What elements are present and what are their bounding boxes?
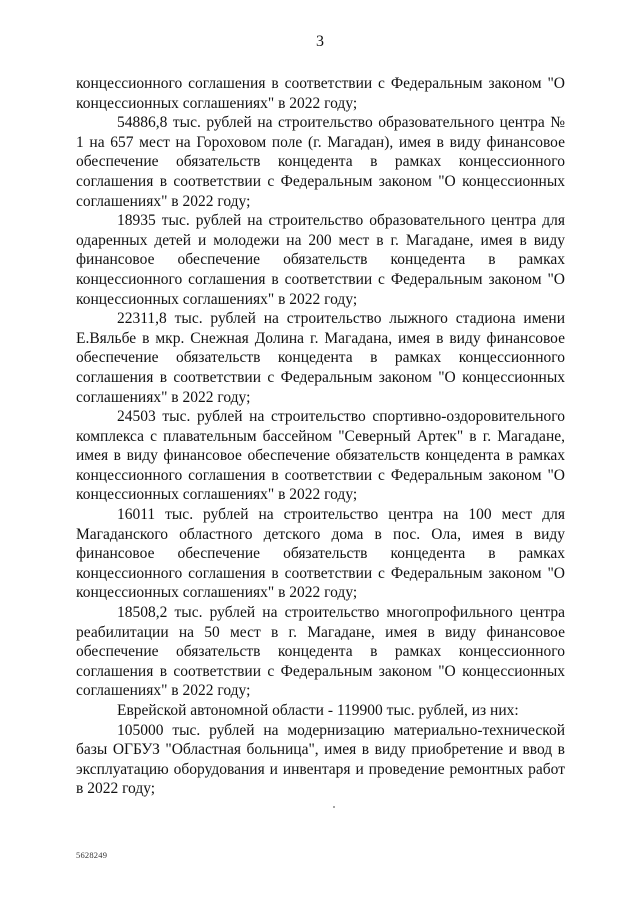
paragraph-gifted-children-center: 18935 тыс. рублей на строительство образовательного центра для одаренных детей и молодежи на 200 мест в г. Магадане, имея в виду финансовое обеспечение обязательств концедента в рамках концессионного соглашения в соответствии с Федеральным законом "О концессионных соглашениях" в 2022 году;: [76, 212, 565, 308]
document-code: 5628249: [76, 850, 108, 860]
page-number: 3: [316, 33, 324, 50]
paragraph-childrens-home-center: 16011 тыс. рублей на строительство центра на 100 мест для Магаданского областного детского дома в пос. Ола, имея в виду финансовое обеспечение обязательств концедента в рамках концессионного соглашения в соответствии с Федеральным законом "О концессионных соглашениях" в 2022 году;: [76, 506, 565, 602]
paragraph-ski-stadium: 22311,8 тыс. рублей на строительство лыжного стадиона имени Е.Вяльбе в мкр. Снежная Долина г. Магадана, имея в виду финансовое обеспечение обязательств концедента в рамках концессионного соглашения в соответствии с Федеральным законом "О концессионных соглашениях" в 2022 году;: [76, 310, 565, 406]
paragraph-jewish-autonomous-region: Еврейской автономной области - 119900 тыс. рублей, из них:: [117, 702, 519, 719]
paragraph-rehabilitation-center: 18508,2 тыс. рублей на строительство многопрофильного центра реабилитации на 50 мест в г. Магадане, имея в виду финансовое обеспечение обязательств концедента в рамках концессионного соглашения в соответствии с Федеральным законом "О концессионных соглашениях" в 2022 году;: [76, 604, 565, 700]
document-body: [76, 74, 565, 799]
scan-speck: [333, 806, 335, 808]
paragraph-regional-hospital: 105000 тыс. рублей на модернизацию материально-технической базы ОГБУЗ "Областная больница", имея в виду приобретение и ввод в эксплуатацию оборудования и инвентаря и проведение ремонтных работ в 2022 году;: [76, 721, 565, 798]
paragraph-sports-complex: 24503 тыс. рублей на строительство спортивно-оздоровительного комплекса с плавательным бассейном "Северный Артек" в г. Магадане, имея в виду финансовое обеспечение обязательств концедента в рамках концессионного соглашения в соответствии с Федеральным законом "О концессионных соглашениях" в 2022 году;: [76, 408, 565, 504]
paragraph-education-center-1: 54886,8 тыс. рублей на строительство образовательного центра № 1 на 657 мест на Гороховом поле (г. Магадан), имея в виду финансовое обеспечение обязательств концедента в рамках концессионного соглашения в соответствии с Федеральным законом "О концессионных соглашениях" в 2022 году;: [76, 114, 565, 210]
paragraph-continuation: концессионного соглашения в соответствии с Федеральным законом "О концессионных соглашениях" в 2022 году;: [76, 75, 565, 112]
